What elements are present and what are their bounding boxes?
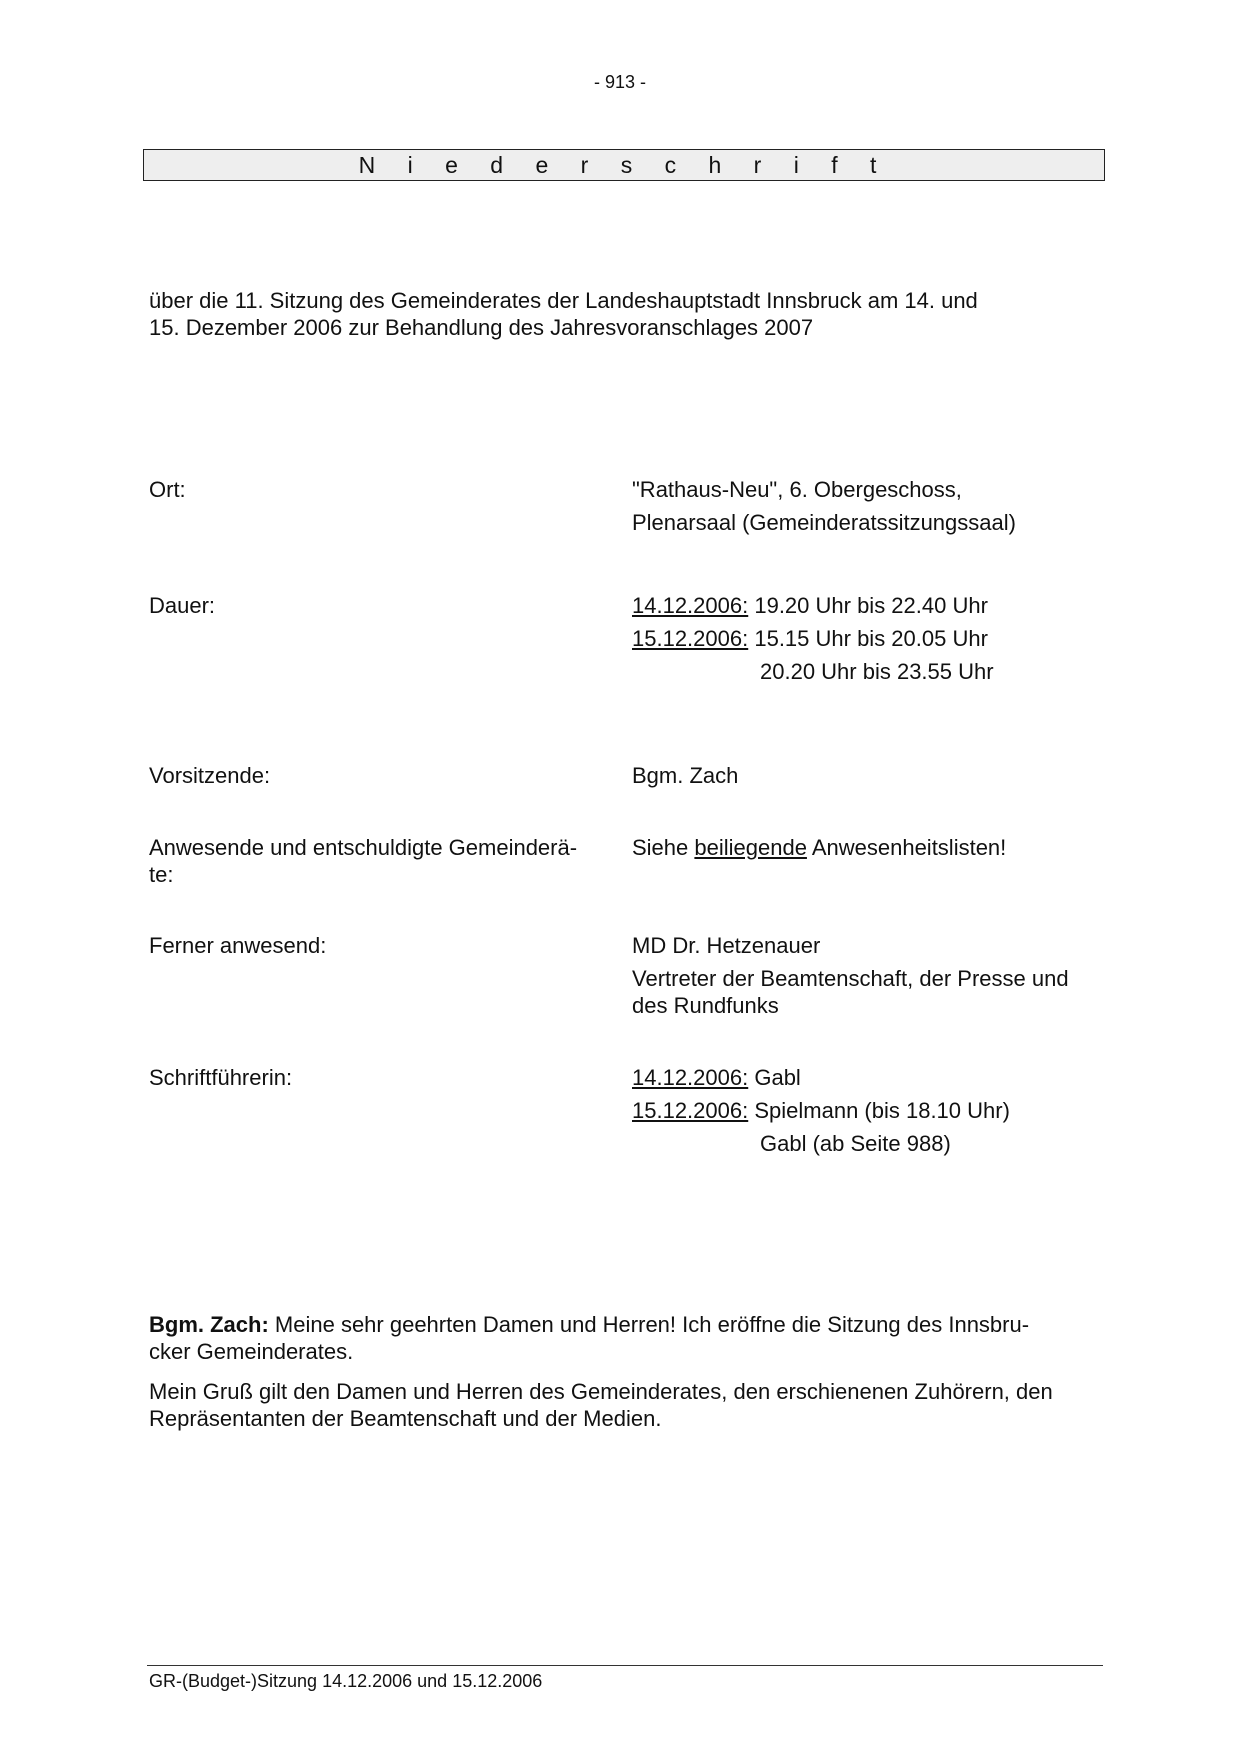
schrift-line [632,1064,1112,1091]
schrift-date: 14.12.2006: [632,1065,749,1090]
footer-text: GR-(Budget-)Sitzung 14.12.2006 und 15.12.2006 [149,1671,543,1691]
schrift-name: Gabl [748,1065,801,1090]
dauer-line [632,625,1112,652]
dauer-line [632,592,1112,619]
dauer-label: Dauer: [149,593,216,618]
speaker-name: Bgm. Zach: [149,1312,269,1337]
ort-label: Ort: [149,477,186,502]
speech-text: Meine sehr geehrten Damen und Herren! Ich eröffne die Sitzung des Innsbru- [268,1312,1030,1337]
ferner-value [632,932,1112,1019]
ferner-line: Vertreter der Beamtenschaft, der Presse und [632,966,1069,991]
page-number: - 913 - [593,72,647,92]
anwesende-text: Siehe [632,835,695,860]
ort-line: Plenarsaal (Gemeinderatssitzungssaal) [632,510,1016,535]
intro-line: 15. Dezember 2006 zur Behandlung des Jahresvoranschlages 2007 [149,315,814,340]
schrift-date: 15.12.2006: [632,1098,749,1123]
schrift-label: Schriftführerin: [149,1065,293,1090]
vorsitzende-value: Bgm. Zach [632,763,739,788]
dauer-time: 20.20 Uhr bis 23.55 Uhr [760,659,994,684]
schrift-name: Gabl (ab Seite 988) [760,1131,951,1156]
schrift-name: Spielmann (bis 18.10 Uhr) [748,1098,1010,1123]
ferner-line: des Rundfunks [632,993,779,1018]
speech-paragraph-1 [149,1311,1109,1365]
dauer-time: 19.20 Uhr bis 22.40 Uhr [748,593,988,618]
anwesende-text: Anwesenheitslisten! [806,835,1007,860]
dauer-date: 14.12.2006: [632,593,749,618]
dauer-value [632,592,1112,685]
anwesende-label-line: Anwesende und entschuldigte Gemeinderä- [149,835,578,860]
ferner-line: MD Dr. Hetzenauer [632,933,821,958]
intro-line: über die 11. Sitzung des Gemeinderates der Landeshauptstadt Innsbruck am 14. und [149,288,978,313]
anwesende-value [632,834,1112,861]
ort-value [632,476,1112,536]
speech-line [149,1311,1109,1338]
ferner-label: Ferner anwesend: [149,933,327,958]
document-title-text: N i e d e r s c h r i f t [358,151,890,178]
schrift-line [632,1097,1112,1124]
anwesende-underlined: beiliegende [694,835,807,860]
ort-line: "Rathaus-Neu", 6. Obergeschoss, [632,477,962,502]
speech-line: cker Gemeinderates. [149,1339,354,1364]
vorsitzende-label: Vorsitzende: [149,763,271,788]
dauer-date: 15.12.2006: [632,626,749,651]
anwesende-label-line: te: [149,862,174,887]
anwesende-label [149,834,609,888]
speech-paragraph-2 [149,1378,1109,1432]
dauer-time: 15.15 Uhr bis 20.05 Uhr [748,626,988,651]
document-title [143,149,1105,181]
speech-line: Mein Gruß gilt den Damen und Herren des Gemeinderates, den erschienenen Zuhörern, den [149,1379,1053,1404]
schrift-value [632,1064,1112,1157]
intro-paragraph [149,287,1069,341]
footer-divider [147,1665,1103,1666]
speech-line: Repräsentanten der Beamtenschaft und der Medien. [149,1406,662,1431]
